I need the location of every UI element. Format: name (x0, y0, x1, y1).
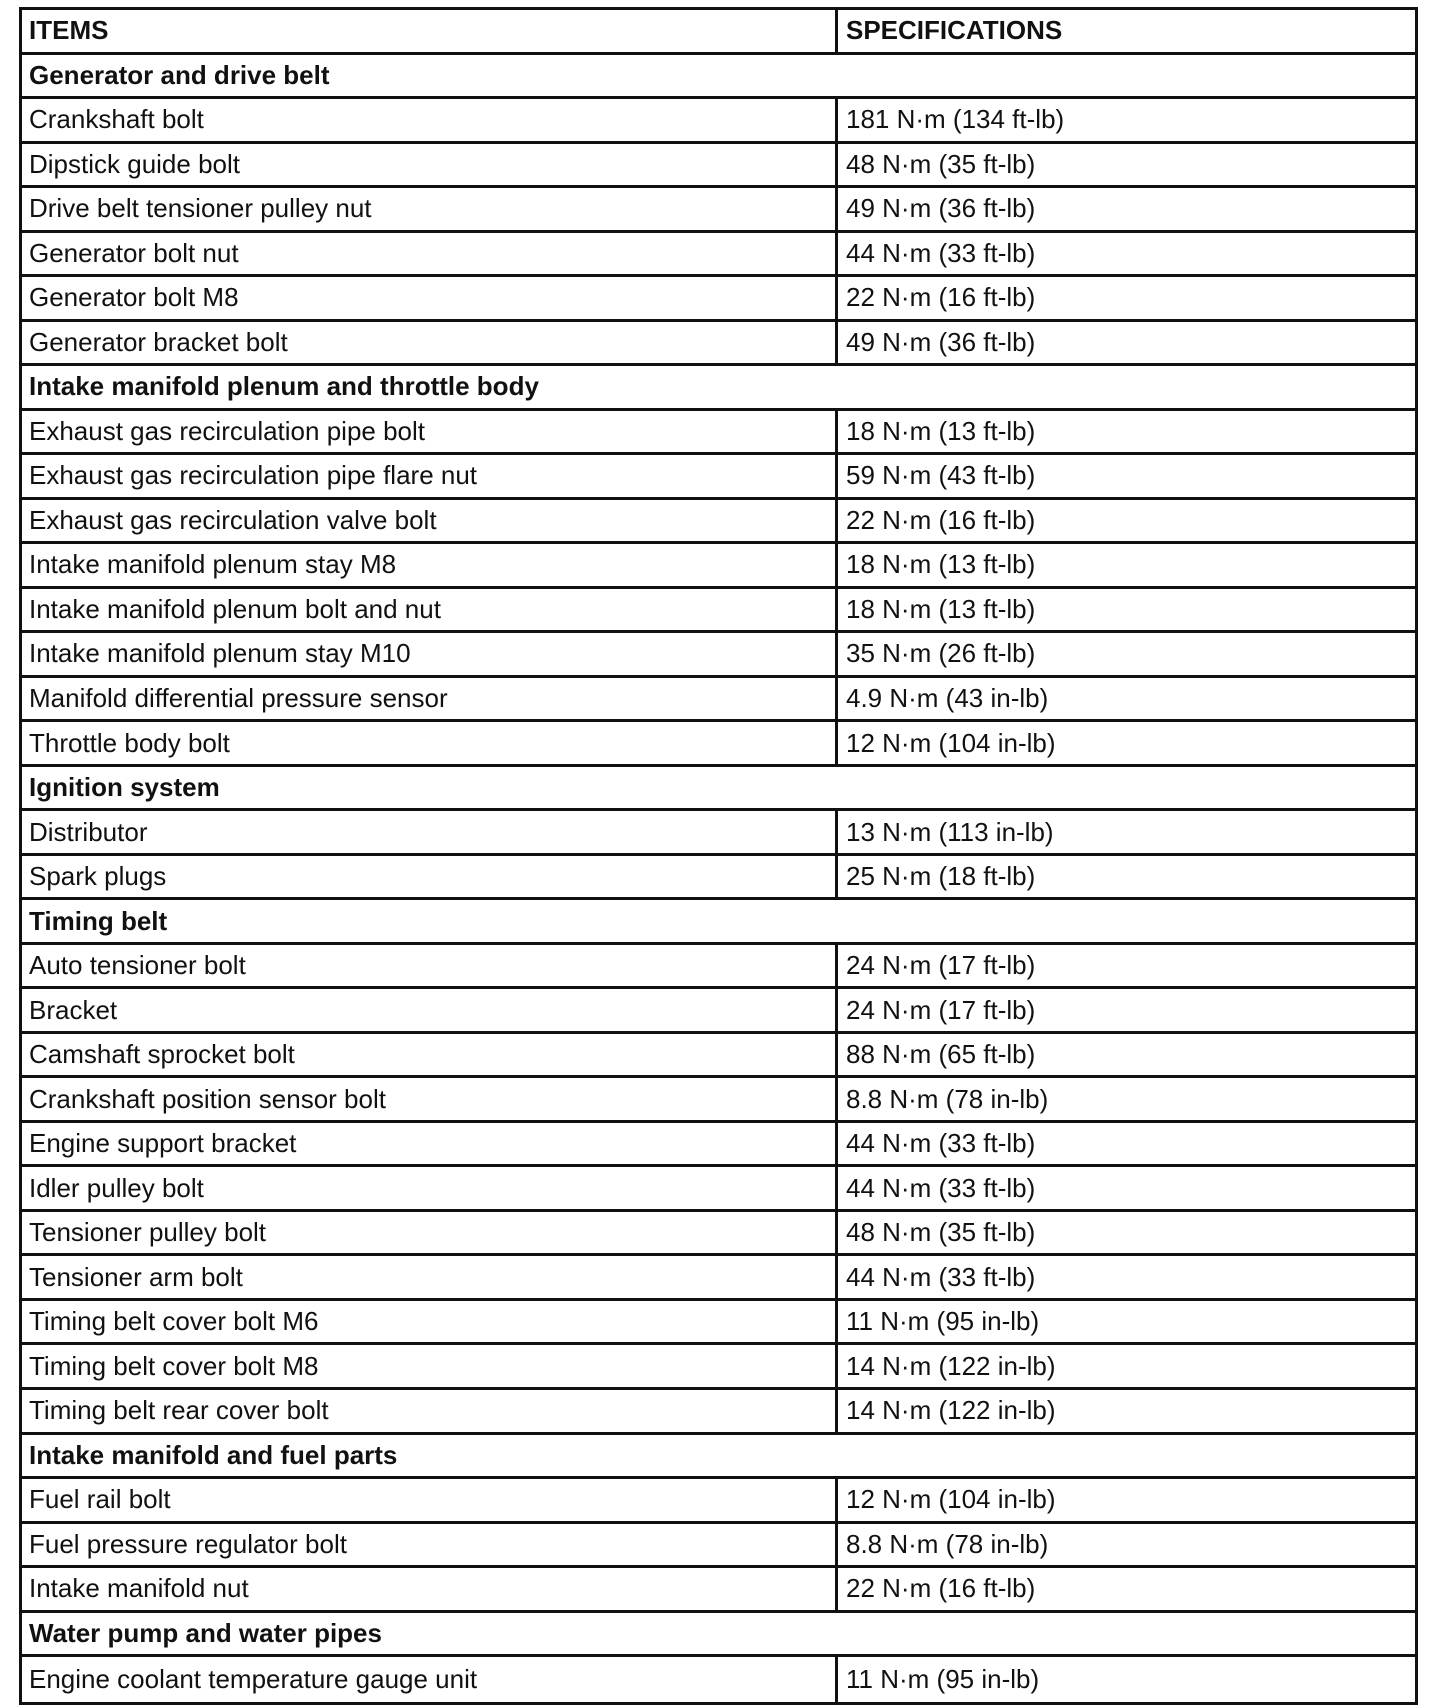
table-row (22, 856, 1415, 901)
specification-cell: 35 N·m (26 ft-lb) (846, 638, 1036, 669)
section-header-row (22, 1435, 1415, 1480)
item-cell: Camshaft sprocket bolt (22, 1034, 838, 1076)
item-cell: Engine support bracket (22, 1123, 838, 1165)
table-row (22, 144, 1415, 189)
specification-cell: 44 N·m (33 ft-lb) (846, 1172, 1036, 1203)
specification-cell: 24 N·m (17 ft-lb) (846, 950, 1036, 981)
item-cell: Timing belt rear cover bolt (22, 1390, 838, 1432)
table-row (22, 989, 1415, 1034)
table-row (22, 544, 1415, 589)
section-title: Intake manifold plenum and throttle body (29, 371, 539, 402)
item-cell: Manifold differential pressure sensor (22, 678, 838, 720)
item-cell: Dipstick guide bolt (22, 144, 838, 186)
table-row (22, 233, 1415, 278)
specification-cell: 18 N·m (13 ft-lb) (846, 415, 1036, 446)
specification-cell: 8.8 N·m (78 in-lb) (846, 1528, 1049, 1559)
table-row (22, 1078, 1415, 1123)
item-cell: Fuel pressure regulator bolt (22, 1524, 838, 1566)
table-row (22, 1657, 1415, 1702)
section-header-row (22, 1613, 1415, 1658)
item-cell: Tensioner arm bolt (22, 1256, 838, 1298)
table-row (22, 1256, 1415, 1301)
specification-cell: 13 N·m (113 in-lb) (846, 816, 1054, 847)
item-cell: Exhaust gas recirculation pipe flare nut (22, 455, 838, 497)
specification-cell: 25 N·m (18 ft-lb) (846, 861, 1036, 892)
item-cell: Bracket (22, 989, 838, 1031)
specification-cell: 22 N·m (16 ft-lb) (846, 1573, 1036, 1604)
specification-cell: 11 N·m (95 in-lb) (846, 1306, 1040, 1337)
item-cell: Intake manifold plenum stay M10 (22, 633, 838, 675)
table-row (22, 188, 1415, 233)
table-row (22, 455, 1415, 500)
specification-cell: 22 N·m (16 ft-lb) (846, 282, 1036, 313)
specification-cell: 18 N·m (13 ft-lb) (846, 549, 1036, 580)
item-cell: Exhaust gas recirculation pipe bolt (22, 411, 838, 453)
specification-cell: 48 N·m (35 ft-lb) (846, 1217, 1036, 1248)
specification-cell: 181 N·m (134 ft-lb) (846, 104, 1065, 135)
specification-cell: 24 N·m (17 ft-lb) (846, 994, 1036, 1025)
item-cell: Intake manifold plenum stay M8 (22, 544, 838, 586)
item-cell: Spark plugs (22, 856, 838, 898)
table-row (22, 1167, 1415, 1212)
specification-cell: 22 N·m (16 ft-lb) (846, 504, 1036, 535)
table-row (22, 1390, 1415, 1435)
item-cell: Generator bolt M8 (22, 277, 838, 319)
item-cell: Intake manifold nut (22, 1568, 838, 1610)
item-cell: Generator bracket bolt (22, 322, 838, 364)
item-cell: Tensioner pulley bolt (22, 1212, 838, 1254)
item-cell: Drive belt tensioner pulley nut (22, 188, 838, 230)
table-row (22, 322, 1415, 367)
item-cell: Generator bolt nut (22, 233, 838, 275)
specification-cell: 49 N·m (36 ft-lb) (846, 326, 1036, 357)
specification-cell: 11 N·m (95 in-lb) (846, 1663, 1040, 1694)
table-row (22, 1479, 1415, 1524)
specification-cell: 18 N·m (13 ft-lb) (846, 593, 1036, 624)
table-row (22, 1568, 1415, 1613)
specification-cell: 49 N·m (36 ft-lb) (846, 193, 1036, 224)
specification-cell: 48 N·m (35 ft-lb) (846, 148, 1036, 179)
section-title: Ignition system (29, 772, 220, 803)
table-row (22, 1212, 1415, 1257)
header-specifications: SPECIFICATIONS (846, 15, 1063, 46)
table-row (22, 1123, 1415, 1168)
section-header-row (22, 55, 1415, 100)
item-cell: Crankshaft bolt (22, 99, 838, 141)
section-title: Generator and drive belt (29, 59, 330, 90)
specification-cell: 88 N·m (65 ft-lb) (846, 1039, 1036, 1070)
item-cell: Throttle body bolt (22, 722, 838, 764)
section-title: Intake manifold and fuel parts (29, 1439, 398, 1470)
specification-cell: 44 N·m (33 ft-lb) (846, 1261, 1036, 1292)
item-cell: Auto tensioner bolt (22, 945, 838, 987)
specification-cell: 12 N·m (104 in-lb) (846, 1484, 1056, 1515)
specification-cell: 8.8 N·m (78 in-lb) (846, 1083, 1049, 1114)
item-cell: Intake manifold plenum bolt and nut (22, 589, 838, 631)
table-row (22, 500, 1415, 545)
header-items: ITEMS (22, 10, 838, 52)
table-row (22, 589, 1415, 634)
table-header-row (22, 10, 1415, 55)
item-cell: Timing belt cover bolt M6 (22, 1301, 838, 1343)
table-row (22, 1345, 1415, 1390)
specification-cell: 14 N·m (122 in-lb) (846, 1395, 1056, 1426)
table-row (22, 99, 1415, 144)
specification-cell: 4.9 N·m (43 in-lb) (846, 682, 1049, 713)
item-cell: Idler pulley bolt (22, 1167, 838, 1209)
item-cell: Crankshaft position sensor bolt (22, 1078, 838, 1120)
specification-cell: 12 N·m (104 in-lb) (846, 727, 1056, 758)
specification-cell: 44 N·m (33 ft-lb) (846, 1128, 1036, 1159)
item-cell: Exhaust gas recirculation valve bolt (22, 500, 838, 542)
table-row (22, 1524, 1415, 1569)
table-row (22, 411, 1415, 456)
section-header-row (22, 366, 1415, 411)
table-row (22, 1301, 1415, 1346)
item-cell: Distributor (22, 811, 838, 853)
item-cell: Fuel rail bolt (22, 1479, 838, 1521)
specification-cell: 14 N·m (122 in-lb) (846, 1350, 1056, 1381)
item-cell: Engine coolant temperature gauge unit (22, 1657, 838, 1702)
table-row (22, 1034, 1415, 1079)
section-header-row (22, 767, 1415, 812)
table-row (22, 811, 1415, 856)
table-row (22, 633, 1415, 678)
item-cell: Timing belt cover bolt M8 (22, 1345, 838, 1387)
table-row (22, 277, 1415, 322)
table-row (22, 722, 1415, 767)
specification-cell: 44 N·m (33 ft-lb) (846, 237, 1036, 268)
torque-specifications-table (19, 7, 1418, 1705)
specification-cell: 59 N·m (43 ft-lb) (846, 460, 1036, 491)
section-header-row (22, 900, 1415, 945)
table-row (22, 678, 1415, 723)
table-row (22, 945, 1415, 990)
section-title: Water pump and water pipes (29, 1617, 382, 1648)
section-title: Timing belt (29, 905, 168, 936)
